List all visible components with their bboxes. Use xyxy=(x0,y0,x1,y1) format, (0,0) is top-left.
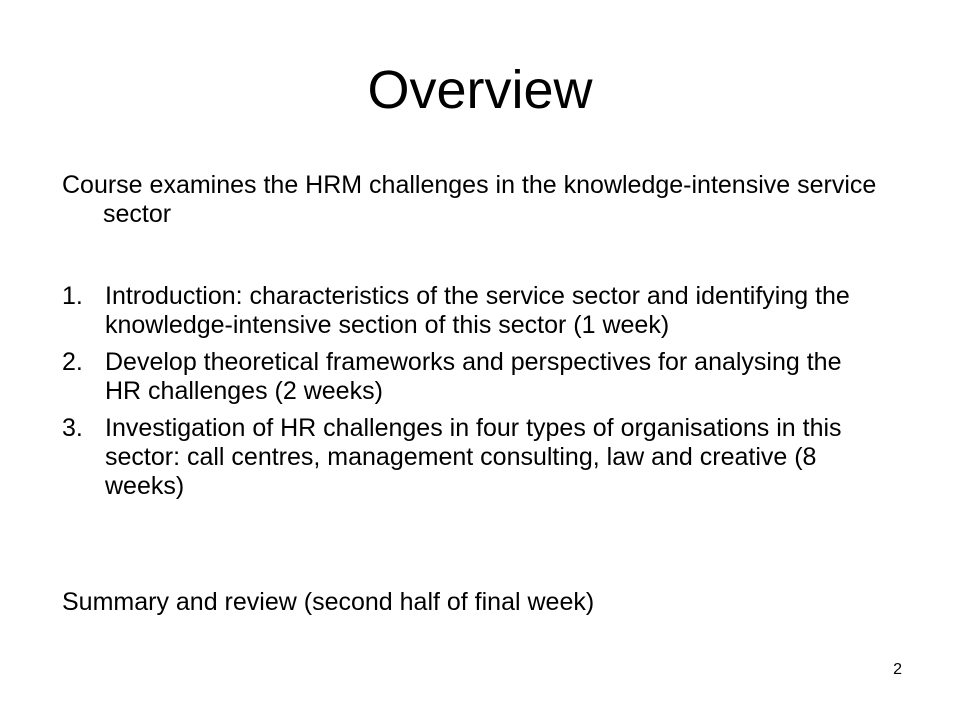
outline-item xyxy=(62,282,862,340)
outline-item-text: Introduction: characteristics of the service sector and identifying the knowledge-intensive section of this sector (1 week) xyxy=(105,282,850,339)
outline-item-text: Develop theoretical frameworks and perspectives for analysing the HR challenges (2 weeks) xyxy=(105,348,842,405)
outline-item-text: Investigation of HR challenges in four types of organisations in this sector: call centres, management consulting, law and creative (8 weeks) xyxy=(105,414,842,500)
outline-item-number: 1. xyxy=(62,282,83,310)
outline-item-number: 2. xyxy=(62,348,83,376)
course-intro-text: Course examines the HRM challenges in the knowledge-intensive service sector xyxy=(62,171,877,228)
course-outline-list xyxy=(62,282,862,509)
summary-text: Summary and review (second half of final week) xyxy=(62,588,595,616)
outline-item-number: 3. xyxy=(62,414,83,442)
page-number: 2 xyxy=(893,661,902,678)
outline-item xyxy=(62,414,862,501)
slide-title: Overview xyxy=(367,60,593,120)
outline-item xyxy=(62,348,862,406)
